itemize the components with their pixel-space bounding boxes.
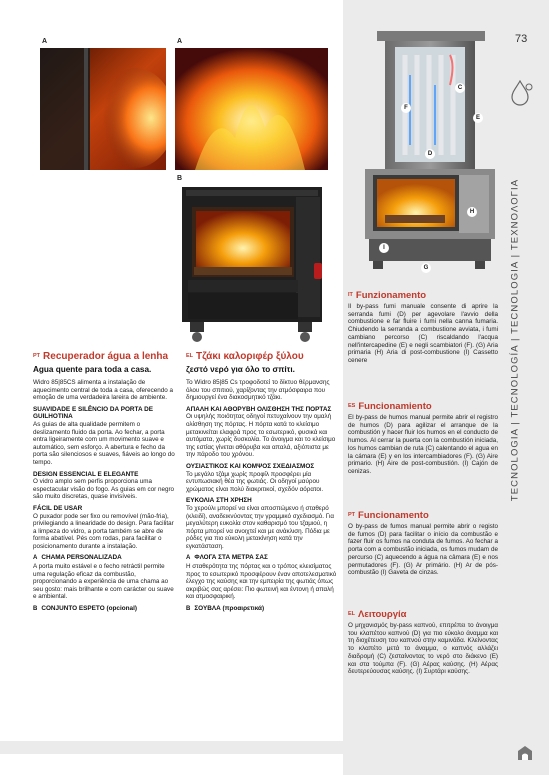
func-it-title: Funzionamento <box>355 290 427 301</box>
pt-title: Recuperador água a lenha <box>43 351 169 362</box>
pt-section-text: O puxador pode ser fixo ou removível (mão-fria), privilegiando a linearidade do design. Para facilitar a limpeza do vidro, a porta também se abre de forma abatível. Pés com rodas, para facilitar o posicionamento durante a instalação. <box>33 512 174 550</box>
el-section-text: Οι υψηλής ποιότητας οδηγοί πετυχαίνουν την ομαλή ολίσθηση της πόρτας. Η πόρτα κατά το κλείσιμο μετακινείται ελαφρά προς το εσωτερικό, φυσικά και αυτόματα, χωρίς δυσκολία. Το άνοιγμα και το κλείσιμο της εστίας γίνεται αθόρυβα και απαλά, αξιόπιστα με την πάροδο του χρόνου. <box>186 413 336 459</box>
pt-column <box>33 350 177 614</box>
pt-intro: Widro 85|85CS alimenta a instalação de aquecimento central de toda a casa, oferecendo a emoção de uma verdadeira lareira de ambiente. <box>33 379 174 402</box>
el-section-heading <box>186 605 338 614</box>
func-es-title: Funcionamiento <box>358 401 432 412</box>
el-sections <box>186 406 338 614</box>
brand-logo-icon <box>516 744 534 762</box>
pt-section-text: O vidro amplo sem perfis proporciona uma espectacular visão do fogo. As guias em cor negro são muito discretas, quase invisíveis. <box>33 478 175 501</box>
diagram-marker-h: H <box>467 207 477 217</box>
pt-section-text: As guias de alta qualidade permitem o deslizamento fluido da porta. Ao fechar, a porta entra ligeiramente com um movimento suave e automático, sem esforço. A abertura e fecho da porta são silenciosos e suaves, fiáveis ao longo do tempo. <box>33 420 175 466</box>
cutaway-diagram <box>355 25 495 280</box>
diagram-marker-c: C <box>455 83 465 93</box>
el-section-marker: B <box>186 606 191 613</box>
func-es-tag: ES <box>348 403 356 409</box>
func-pt-text: O by-pass de fumos manual permite abrir o registo de fumos (D) para facilitar o início da combustão e fazer fluir os fumos na conduta de fumos. Ao fechar a porta com a combustão iniciada, os fumos mudam de percurso (C) aquecendo a água na câmara (E) e nos permutadores (F). (G) Ar primário. (H) Ar de pós-combustão (I) Gaveta de cinzas. <box>348 523 498 577</box>
pt-section-heading <box>33 554 177 563</box>
photo-label-b: B <box>177 175 183 182</box>
el-title-row <box>186 350 338 363</box>
func-es-text: El by-pass de humos manual permite abrir el registro de humos (D) para agilizar el arranque de la combustión y hacer fluir los humos en el conducto de humos. Al cerrar la puerta con la combustión iniciada, los humos cambian de ruta (C) calentando el agua en la cámara (E) y en los intercambiadores (F). (G) Aire primario. (H) Aire de post-combustión. (I) Cajón de cenizas. <box>348 414 498 475</box>
func-el-text: Ο μηχανισμός by-pass καπνού, επιτρέπει το άνοιγμα του κλαπέτου καπνού (D) για πιο εύκολο άναμμα και τη διοχέτευση του καπνού στην καμινάδα. Κλείνοντας το κλαπέτο μετά το άναμμα, ο καπνός αλλάζει διαδρομή (C) ζεσταίνοντας το νερό στο διάκενο (E) και στα τούμπα (F). (G) Αέρας καύσης. (H) Αέρας δευτερεύουσας καύσης. (I) Συρτάρι καύσης. <box>348 622 498 676</box>
func-it-text: Il by-pass fumi manuale consente di aprire la serranda fumi (D) per agevolare l'avvio della combustione e far fluire i fumi nella canna fumaria. Chiudendo la serranda a combustione avviata, i fumi cambiano percorso (C) riscaldando l'acqua nell'intercapedine (E) e negli scambiatori (F). (G) Aria primaria (H) Aria di post-combustione (I) Cassetto cenere <box>348 303 498 364</box>
pt-section-marker: B <box>33 606 38 613</box>
pt-section-heading-text: DESIGN ESSENCIAL E ELEGANTE <box>33 470 139 478</box>
pt-section-text: A porta muito estável e o fecho retráctil permite uma regulação eficaz da combustão, proporcionando a experiência de uma chama ao seu gosto: mais brilhante e com carácter ou suave e ambiental. <box>33 563 174 601</box>
diagram-marker-d: D <box>425 149 435 159</box>
func-pt-title: Funcionamento <box>358 510 429 521</box>
el-section-marker: A <box>186 555 191 562</box>
pt-subtitle: Agua quente para toda a casa. <box>33 365 152 374</box>
vertical-section-label <box>503 120 527 560</box>
pt-section-heading <box>33 505 177 513</box>
vertical-label-text: TECNOLOGIA | TECNOLOGÍA | TECNOLOGIA | ΤΕΧΝΟΛΟΓΙΑ <box>509 178 521 502</box>
el-section-heading <box>186 463 338 471</box>
el-section-heading <box>186 497 338 505</box>
el-title: Τζάκι καλοριφέρ ξύλου <box>196 351 304 362</box>
diagram-marker-g: G <box>421 263 431 273</box>
pt-section-marker: A <box>33 555 38 562</box>
pt-section-heading-text: FÁCIL DE USAR <box>33 504 83 512</box>
func-it-tag: IT <box>348 292 353 298</box>
el-section-heading-text: ΣΟΥΒΛΑ (προαιρετικά) <box>194 605 265 613</box>
pt-section-heading-text: CONJUNTO ESPETO (opcional) <box>41 605 137 613</box>
el-section-text: Το χερούλι μπορεί να είναι αποσπώμενο ή σταθερό (κλειδί), αναδεικνύοντας την γραμμικό σχεδιασμό. Για μεγαλύτερη ευκολία στον καθαρισμό του τζαμιού, η πόρτα μπορεί να ανοιχτεί και με ανάκλιση. Πόδια με ρόδες για πιο εύκολη μετακίνηση κατά την εγκατάσταση. <box>186 504 334 550</box>
pt-section-heading <box>33 406 177 421</box>
fireplace-door-photo <box>40 48 166 170</box>
el-lang-tag: EL <box>186 353 194 359</box>
el-section-heading-text: ΕΥΚΟΛΙΑ ΣΤΗ ΧΡΗΣΗ <box>186 497 252 505</box>
el-section-text: Το μεγάλο τζάμι χωρίς προφίλ προσφέρει μία εντυπωσιακή θέα της φωτιάς. Οι οδηγοί μαύρου χρώματος είναι πολύ διακριτικοί, σχεδόν αόρατοι. <box>186 470 324 493</box>
flame-photo <box>175 48 328 170</box>
el-section-heading-text: ΑΠΑΛΗ ΚΑΙ ΑΘΟΡΥΒΗ ΟΛΙΣΘΗΣΗ ΤΗΣ ΠΟΡΤΑΣ <box>186 405 332 413</box>
water-drop-icon <box>508 78 536 108</box>
photo-label-a1: A <box>42 38 48 45</box>
func-el-title: Λειτουργία <box>358 609 407 620</box>
page-number: 73 <box>515 33 528 45</box>
pt-section-heading <box>33 471 177 479</box>
pt-title-row <box>33 350 177 363</box>
el-subtitle: ζεστό νερό για όλο το σπίτι. <box>186 365 295 374</box>
pt-section-heading <box>33 605 177 614</box>
func-el-tag: EL <box>348 611 356 617</box>
diagram-marker-i: I <box>379 243 389 253</box>
diagram-marker-f: F <box>401 103 411 113</box>
el-section-heading <box>186 554 338 563</box>
pt-section-heading-text: SUAVIDADE E SILÊNCIO DA PORTA DE GUILHOTINA <box>33 405 154 421</box>
pt-section-heading-text: CHAMA PERSONALIZADA <box>41 554 122 562</box>
func-block-es <box>348 400 498 476</box>
diagram-marker-e: E <box>473 113 483 123</box>
func-block-el <box>348 608 498 676</box>
el-section-heading-text: ΟΥΣΙΑΣΤΙΚΟΣ ΚΑΙ ΚΟΜΨΟΣ ΣΧΕΔΙΑΣΜΟΣ <box>186 462 315 470</box>
el-section-text: Η σταθερότητα της πόρτας και ο τρόπος κλεισίματος προς το εσωτερικό προσφέρουν έναν αποτελεσματικό έλεγχο της καύσης και την εμπειρία της φωτιάς όπως ακριβώς σας αρέσει: Πιο φωτεινή και έντονη ή απαλή και ατμοσφαιρική. <box>186 563 337 601</box>
func-block-it <box>348 289 498 365</box>
pt-sections <box>33 406 177 614</box>
el-intro: Το Widro 85|85 Cs τροφοδοτεί το δίκτυο θέρμανσης όλου του σπιτιού, χαρίζοντας την ατμόσφαιρα που δημιουργεί ένα διακοσμητικό τζάκι. <box>186 379 330 402</box>
el-column <box>186 350 338 614</box>
func-block-pt <box>348 509 498 577</box>
pt-lang-tag: PT <box>33 353 41 359</box>
fireplace-product-photo <box>180 185 330 345</box>
func-pt-tag: PT <box>348 512 356 518</box>
bottom-bar <box>0 741 549 754</box>
el-section-heading-text: ΦΛΟΓΑ ΣΤΑ ΜΕΤΡΑ ΣΑΣ <box>194 554 268 562</box>
photo-label-a2: A <box>177 38 183 45</box>
